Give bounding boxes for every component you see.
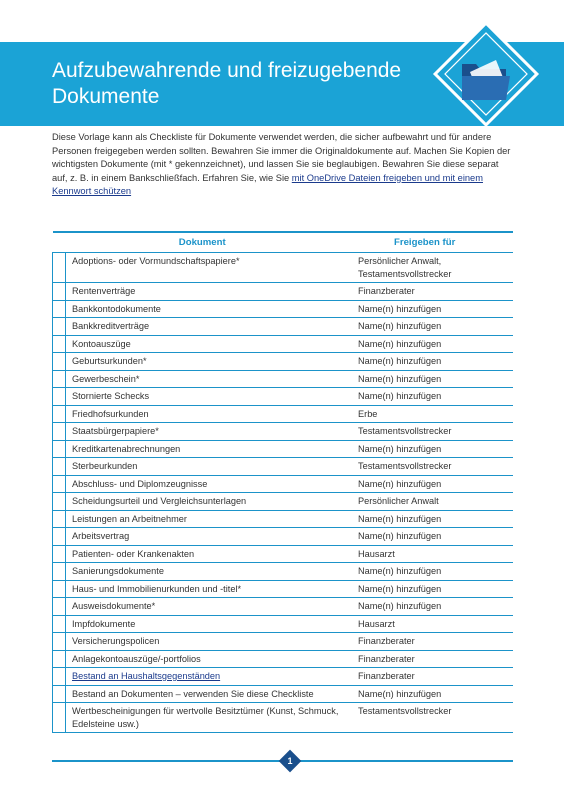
share-with: Name(n) hinzufügen [352, 528, 513, 546]
document-name: Adoptions- oder Vormundschaftspapiere* [66, 253, 353, 283]
table-row [53, 650, 514, 668]
document-name[interactable]: Bestand an Haushaltsgegenständen [66, 668, 353, 686]
table-row [53, 668, 514, 686]
page-number-badge [278, 749, 302, 773]
share-with: Persönlicher Anwalt [352, 493, 513, 511]
table-row [53, 510, 514, 528]
document-name: Sterbeurkunden [66, 458, 353, 476]
document-name: Wertbescheinigungen für wertvolle Besitztümer (Kunst, Schmuck, Edelsteine usw.) [66, 703, 353, 733]
table-row [53, 563, 514, 581]
document-name: Bankkontodokumente [66, 300, 353, 318]
share-with: Finanzberater [352, 283, 513, 301]
row-checkbox[interactable] [53, 510, 66, 528]
row-checkbox[interactable] [53, 423, 66, 441]
share-with: Name(n) hinzufügen [352, 370, 513, 388]
row-checkbox[interactable] [53, 615, 66, 633]
share-with: Name(n) hinzufügen [352, 440, 513, 458]
share-with: Name(n) hinzufügen [352, 353, 513, 371]
document-name: Friedhofsurkunden [66, 405, 353, 423]
table-row [53, 545, 514, 563]
row-checkbox[interactable] [53, 300, 66, 318]
share-with: Name(n) hinzufügen [352, 685, 513, 703]
share-with: Name(n) hinzufügen [352, 475, 513, 493]
row-checkbox[interactable] [53, 405, 66, 423]
share-with: Finanzberater [352, 668, 513, 686]
share-with: Testamentsvollstrecker [352, 423, 513, 441]
document-name: Scheidungsurteil und Vergleichsunterlagen [66, 493, 353, 511]
share-with: Name(n) hinzufügen [352, 300, 513, 318]
table-row [53, 703, 514, 733]
row-checkbox[interactable] [53, 598, 66, 616]
table-row [53, 318, 514, 336]
document-name: Haus- und Immobilienurkunden und -titel* [66, 580, 353, 598]
intro-text: Diese Vorlage kann als Checkliste für Dokumente verwendet werden, die sicher aufbewahrt und für andere Personen freigegeben werden sollten. Bewahren Sie immer die Originaldokumente auf. Machen Sie Kopien der wichtigsten Dokumente (mit * gekennzeichnet), und lassen Sie sie beglaubigen. Bewahren Sie diese separat auf, z. B. in einem Bankschließfach. Erfahren Sie, wie Sie [52, 132, 511, 183]
row-checkbox[interactable] [53, 703, 66, 733]
row-checkbox[interactable] [53, 685, 66, 703]
table-row [53, 253, 514, 283]
table-row [53, 300, 514, 318]
table-row [53, 528, 514, 546]
share-with: Finanzberater [352, 633, 513, 651]
table-body [53, 253, 514, 733]
row-checkbox[interactable] [53, 318, 66, 336]
document-name: Ausweisdokumente* [66, 598, 353, 616]
document-name: Gewerbeschein* [66, 370, 353, 388]
table-row [53, 615, 514, 633]
table-row [53, 353, 514, 371]
table-row [53, 458, 514, 476]
table-row [53, 388, 514, 406]
document-name: Leistungen an Arbeitnehmer [66, 510, 353, 528]
row-checkbox[interactable] [53, 528, 66, 546]
document-name: Rentenverträge [66, 283, 353, 301]
row-checkbox[interactable] [53, 388, 66, 406]
share-with: Name(n) hinzufügen [352, 335, 513, 353]
document-name: Bankkreditverträge [66, 318, 353, 336]
share-with: Persönlicher Anwalt, Testamentsvollstrecker [352, 253, 513, 283]
document-name: Geburtsurkunden* [66, 353, 353, 371]
onedrive-link[interactable]: mit OneDrive Dateien freigeben und mit einem Kennwort schützen [52, 172, 483, 197]
table-row [53, 493, 514, 511]
row-checkbox[interactable] [53, 283, 66, 301]
share-with: Testamentsvollstrecker [352, 703, 513, 733]
table-row [53, 440, 514, 458]
table-row [53, 685, 514, 703]
document-name: Patienten- oder Krankenakten [66, 545, 353, 563]
header-document: Dokument [53, 232, 353, 253]
row-checkbox[interactable] [53, 545, 66, 563]
share-with: Erbe [352, 405, 513, 423]
documents-table [52, 231, 513, 733]
page-title [52, 58, 412, 110]
title-line-2: Dokumente [52, 85, 160, 108]
table-header-row [53, 232, 514, 253]
row-checkbox[interactable] [53, 650, 66, 668]
header-share: Freigeben für [352, 232, 513, 253]
share-with: Name(n) hinzufügen [352, 510, 513, 528]
document-name: Versicherungspolicen [66, 633, 353, 651]
row-checkbox[interactable] [53, 253, 66, 283]
row-checkbox[interactable] [53, 633, 66, 651]
intro-paragraph [52, 131, 514, 199]
table-row [53, 370, 514, 388]
table-row [53, 423, 514, 441]
table-row [53, 283, 514, 301]
document-name: Bestand an Dokumenten – verwenden Sie diese Checkliste [66, 685, 353, 703]
row-checkbox[interactable] [53, 353, 66, 371]
title-line-1: Aufzubewahrende und freizugebende [52, 59, 402, 82]
share-with: Hausarzt [352, 615, 513, 633]
row-checkbox[interactable] [53, 580, 66, 598]
folder-icon [432, 20, 540, 128]
folder-badge [432, 20, 540, 128]
page-number: 1 [287, 756, 293, 766]
row-checkbox[interactable] [53, 335, 66, 353]
share-with: Name(n) hinzufügen [352, 318, 513, 336]
document-name: Kontoauszüge [66, 335, 353, 353]
document-name: Abschluss- und Diplomzeugnisse [66, 475, 353, 493]
table-row [53, 633, 514, 651]
document-name: Impfdokumente [66, 615, 353, 633]
document-name: Sanierungsdokumente [66, 563, 353, 581]
row-checkbox[interactable] [53, 458, 66, 476]
document-name: Arbeitsvertrag [66, 528, 353, 546]
share-with: Finanzberater [352, 650, 513, 668]
table-row [53, 335, 514, 353]
table-row [53, 475, 514, 493]
row-checkbox[interactable] [53, 440, 66, 458]
table-row [53, 405, 514, 423]
share-with: Name(n) hinzufügen [352, 388, 513, 406]
table-row [53, 598, 514, 616]
document-name: Kreditkartenabrechnungen [66, 440, 353, 458]
row-checkbox[interactable] [53, 493, 66, 511]
share-with: Hausarzt [352, 545, 513, 563]
share-with: Name(n) hinzufügen [352, 580, 513, 598]
document-name: Anlagekontoauszüge/-portfolios [66, 650, 353, 668]
share-with: Name(n) hinzufügen [352, 563, 513, 581]
row-checkbox[interactable] [53, 563, 66, 581]
row-checkbox[interactable] [53, 668, 66, 686]
share-with: Testamentsvollstrecker [352, 458, 513, 476]
table-row [53, 580, 514, 598]
row-checkbox[interactable] [53, 370, 66, 388]
row-checkbox[interactable] [53, 475, 66, 493]
document-name: Staatsbürgerpapiere* [66, 423, 353, 441]
share-with: Name(n) hinzufügen [352, 598, 513, 616]
document-name: Stornierte Schecks [66, 388, 353, 406]
